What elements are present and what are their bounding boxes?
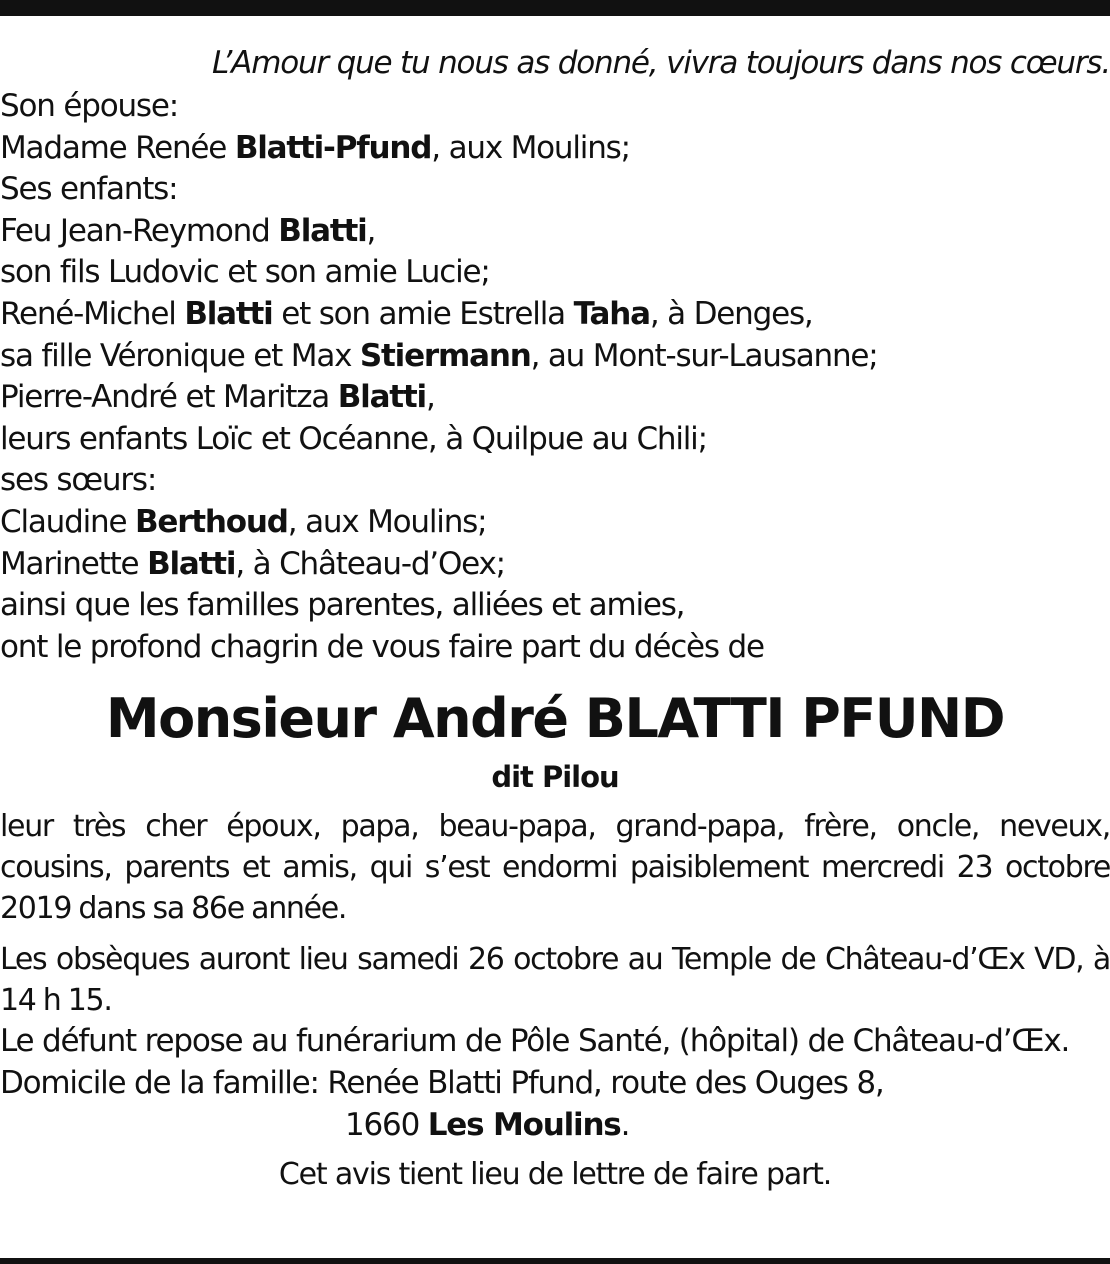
family-line: ainsi que les familles parentes, alliées et amies, xyxy=(0,587,685,624)
description-paragraph: leur très cher époux, papa, beau-papa, grand-papa, frère, oncle, neveux, cousins, parents et amis, qui s’est endormi paisiblement mercredi 23 octobre 2019 dans sa 86e année. xyxy=(0,809,1110,927)
family-line: Ses enfants: xyxy=(0,171,178,208)
domicile-address: 1660 Les Moulins. xyxy=(345,1106,630,1143)
family-line: leurs enfants Loïc et Océanne, à Quilpue au Chili; xyxy=(0,420,707,457)
family-line: Feu Jean-Reymond Blatti, xyxy=(0,212,376,249)
repose-line: Le défunt repose au funérarium de Pôle Santé, (hôpital) de Château-d’Œx. xyxy=(0,1023,1070,1060)
closing-note: Cet avis tient lieu de lettre de faire part. xyxy=(278,1157,832,1193)
family-list xyxy=(0,86,1110,668)
surname: Blatti xyxy=(278,212,367,249)
deceased-nickname: dit Pilou xyxy=(491,760,619,795)
family-line: Son épouse: xyxy=(0,88,178,124)
family-line: son fils Ludovic et son amie Lucie; xyxy=(0,254,490,291)
surname: Blatti xyxy=(184,295,273,332)
family-line: René-Michel Blatti et son amie Estrella Taha, à Denges, xyxy=(0,295,813,332)
top-rule xyxy=(0,0,1110,16)
surname: Blatti-Pfund xyxy=(234,129,432,166)
surname: Taha xyxy=(573,295,650,332)
obituary-notice xyxy=(0,40,1110,1195)
family-line: sa fille Véronique et Max Stiermann, au Mont-sur-Lausanne; xyxy=(0,337,878,374)
family-line: Claudine Berthoud, aux Moulins; xyxy=(0,503,487,540)
bottom-rule xyxy=(0,1258,1110,1264)
surname: Berthoud xyxy=(134,503,288,540)
deceased-name: Monsieur André BLATTI PFUND xyxy=(105,687,1005,751)
funeral-paragraph: Les obsèques auront lieu samedi 26 octobre au Temple de Château-d’Œx VD, à 14 h 15. xyxy=(0,942,1110,1019)
family-line: ont le profond chagrin de vous faire part du décès de xyxy=(0,628,764,665)
town-name: Les Moulins xyxy=(427,1106,621,1143)
surname: Blatti xyxy=(147,545,236,582)
family-line: Pierre-André et Maritza Blatti, xyxy=(0,379,435,416)
domicile-line: Domicile de la famille: Renée Blatti Pfund, route des Ouges 8, xyxy=(0,1064,884,1101)
surname: Stiermann xyxy=(359,337,531,374)
surname: Blatti xyxy=(337,379,426,416)
motto: L’Amour que tu nous as donné, vivra toujours dans nos cœurs. xyxy=(212,45,1110,81)
family-line: Madame Renée Blatti-Pfund, aux Moulins; xyxy=(0,129,630,166)
family-line: Marinette Blatti, à Château-d’Oex; xyxy=(0,545,505,582)
family-line: ses sœurs: xyxy=(0,462,157,499)
